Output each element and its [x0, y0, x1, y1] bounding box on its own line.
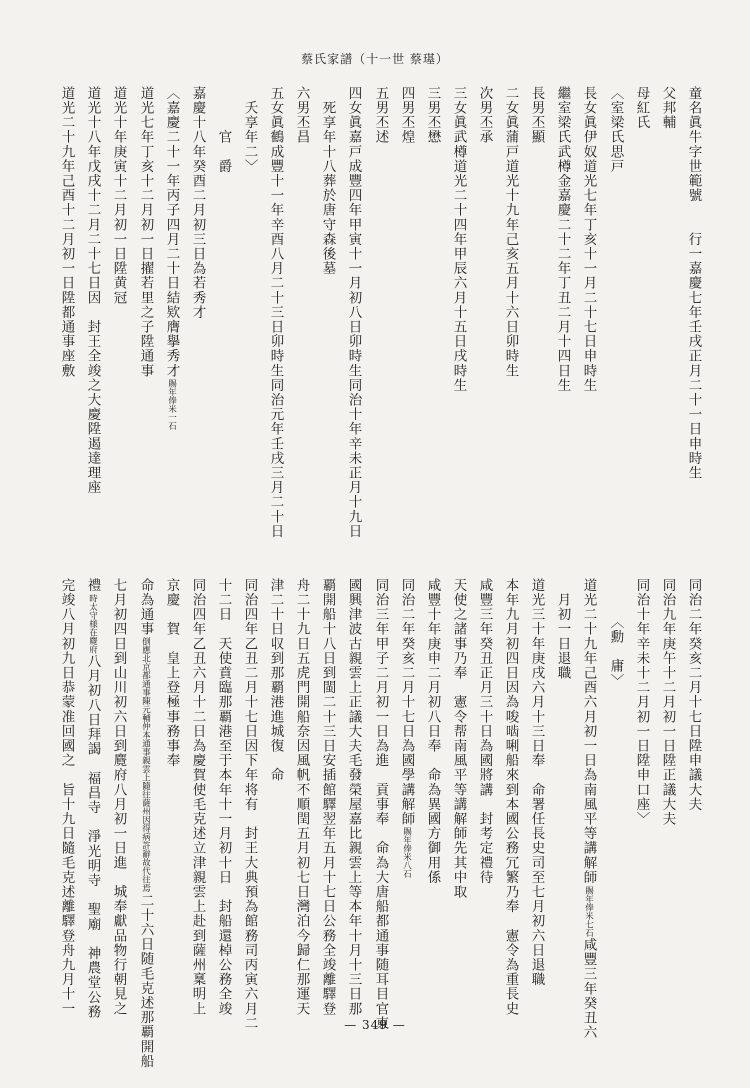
text-column: 次男丕承	[476, 86, 493, 145]
text-column: 死享年十八葬於唐守森後墓	[319, 86, 336, 276]
interlinear-note: 倒應北京都通事陳元輔仲本通事親雲上隨往薩州因得病許辭故代往焉	[140, 637, 151, 893]
text-column: 五女眞鶴成豐十一年辛酉八月二十三日卯時生同治元年壬戌三月二十日	[267, 86, 284, 539]
text-column: 完竣八月初九日恭蒙准回國之 旨十九日隨毛克述離驛登舟九月十一	[58, 578, 75, 1016]
interlinear-note: 賜年俸米七石	[583, 885, 594, 937]
text-column: 咸豐十年庚申二月初八日奉 命為異國方御用係	[424, 578, 441, 885]
text-column: 命為通事倒應北京都通事陳元輔仲本通事親雲上隨往薩州因得病許辭故代往焉二十六日随毛克述那覇開船	[137, 578, 154, 1069]
text-column: 禮時太守様在麑府八月初八日拜謁 福昌寺 淨光明寺 聖廟 神農堂公務	[84, 578, 101, 1020]
text-column: 童名眞牛字世範號 行一嘉慶七年壬戌正月二十一日申時生	[685, 86, 702, 481]
text-column: 道光二十九年己酉十二月初一日陞都通事座敷	[58, 86, 75, 378]
text-column: 〈嘉慶二十一年丙子四月二十日結欵膺擧秀才賜年俸米一石	[163, 86, 180, 430]
text-column: 十二日 天使賁臨那覇港至于本年十一月初十日 封船還棹公務全竣	[215, 578, 232, 1016]
text-column: 官 爵	[215, 86, 232, 174]
text-column: 七月初四日到山川初六日到麑府八月初一日進 城奉獻品物行朝見之	[110, 578, 127, 1016]
interlinear-note: 賜年俸米一石	[166, 379, 177, 430]
text-column: 父邦輔	[659, 86, 676, 130]
text-column: 舟二十九日五虎門開船奈因風帆不順閏五月初七日灣泊今歸仁那運天	[293, 578, 310, 1016]
text-column: 〈室梁氏思戸	[607, 86, 624, 174]
text-column: 三女眞武樽道光二十四年甲辰六月十五日戌時生	[450, 86, 467, 393]
text-column: 長男丕顯	[528, 86, 545, 145]
text-column: 三男丕懋	[424, 86, 441, 145]
text-column: 夭享年二〉	[241, 86, 258, 174]
text-column: 京慶 賀 皇上登極事務事奉	[163, 578, 180, 768]
text-column: 道光十八年戊戌十二月二十七日因 封王全竣之大慶陞遏達理座	[84, 86, 101, 495]
text-column: 二女眞蒲戸道光十九年己亥五月十六日卯時生	[502, 86, 519, 378]
text-column: 四男丕煌	[398, 86, 415, 145]
text-column: 同治十年辛未十二月初一日陞申口座〉	[633, 578, 650, 827]
text-column: 〈勳 庸〉	[607, 578, 624, 689]
text-column: 同治二年癸亥二月十七日陞申議大夫	[685, 578, 702, 812]
text-column: 長女眞伊奴道光七年丁亥十一月二十七日申時生	[580, 86, 597, 393]
text-column: 同治九年庚午十二月初一日陞正議大夫	[659, 578, 676, 827]
text-column: 同治四年乙丑六月十二日為慶賀使毛克述立津親雲上赴到薩州稟明上	[189, 578, 206, 1016]
text-column: 同治二年癸亥二月十七日為國學講解師賜年俸米八石	[398, 578, 415, 879]
interlinear-note: 時太守様在麑府	[87, 593, 98, 654]
text-column: 嘉慶十八年癸酉二月初三日為若秀才	[189, 86, 206, 320]
text-column: 同治四年乙丑二月十七日因下年将有 封王大典預為館務司丙寅六月二	[241, 578, 258, 1031]
upper-text-block	[40, 86, 700, 574]
text-column: 四女眞嘉戸成豐四年甲寅十一月初八日卯時生同治十年辛未正月十九日	[345, 86, 362, 539]
text-column: 五男丕述	[372, 86, 389, 145]
text-column: 道光三十年庚戌六月十三日奉 命署任長史司至七月初六日退職	[528, 578, 545, 987]
text-column: 本年九月初四日因為唆啮唎船來到本國公務冗繁乃奉 憲令為重長史	[502, 578, 519, 1016]
page-title: 蔡氏家譜（十一世 蔡璂）	[301, 52, 449, 66]
text-column: 繼室梁氏武樽金嘉慶二十二年丁丑二月十四日生	[554, 86, 571, 393]
text-column: 道光七年丁亥十二月初一日擢若里之子陞通事	[137, 86, 154, 378]
text-column: 月初一日退職	[554, 578, 571, 681]
text-column: 咸豐三年癸丑正月三十日為國將講 封考定禮待	[476, 578, 493, 885]
text-column: 國興津波古親雲上正議大夫毛發榮屋嘉比親雲上等本年十月十三日那	[345, 578, 362, 1016]
text-column: 道光二十九年己酉六月初一日為南風平等講解師賜年俸米七石咸豐三年癸丑六	[580, 578, 597, 1040]
page-number: — 349 —	[344, 1018, 406, 1032]
text-column: 同治三年甲子二月初一日為進 貢事奉 命為大唐船都通事随耳目官東	[372, 578, 389, 1031]
text-column: 六男丕昌	[293, 86, 310, 145]
text-column: 道光十年庚寅十二月初一日陞黄冠	[110, 86, 127, 305]
text-column: 天使之諸事乃奉 憲令帮南風平等講解師先其中取	[450, 578, 467, 900]
text-column: 覇開船十八日到閩二十三日安插館驛翌年五月十七日公務全竣離驛登	[319, 578, 336, 1016]
text-column: 津二十日収到那覇港進城復 命	[267, 578, 284, 783]
text-column: 母紅氏	[633, 86, 650, 130]
interlinear-note: 賜年俸米八石	[401, 827, 412, 879]
